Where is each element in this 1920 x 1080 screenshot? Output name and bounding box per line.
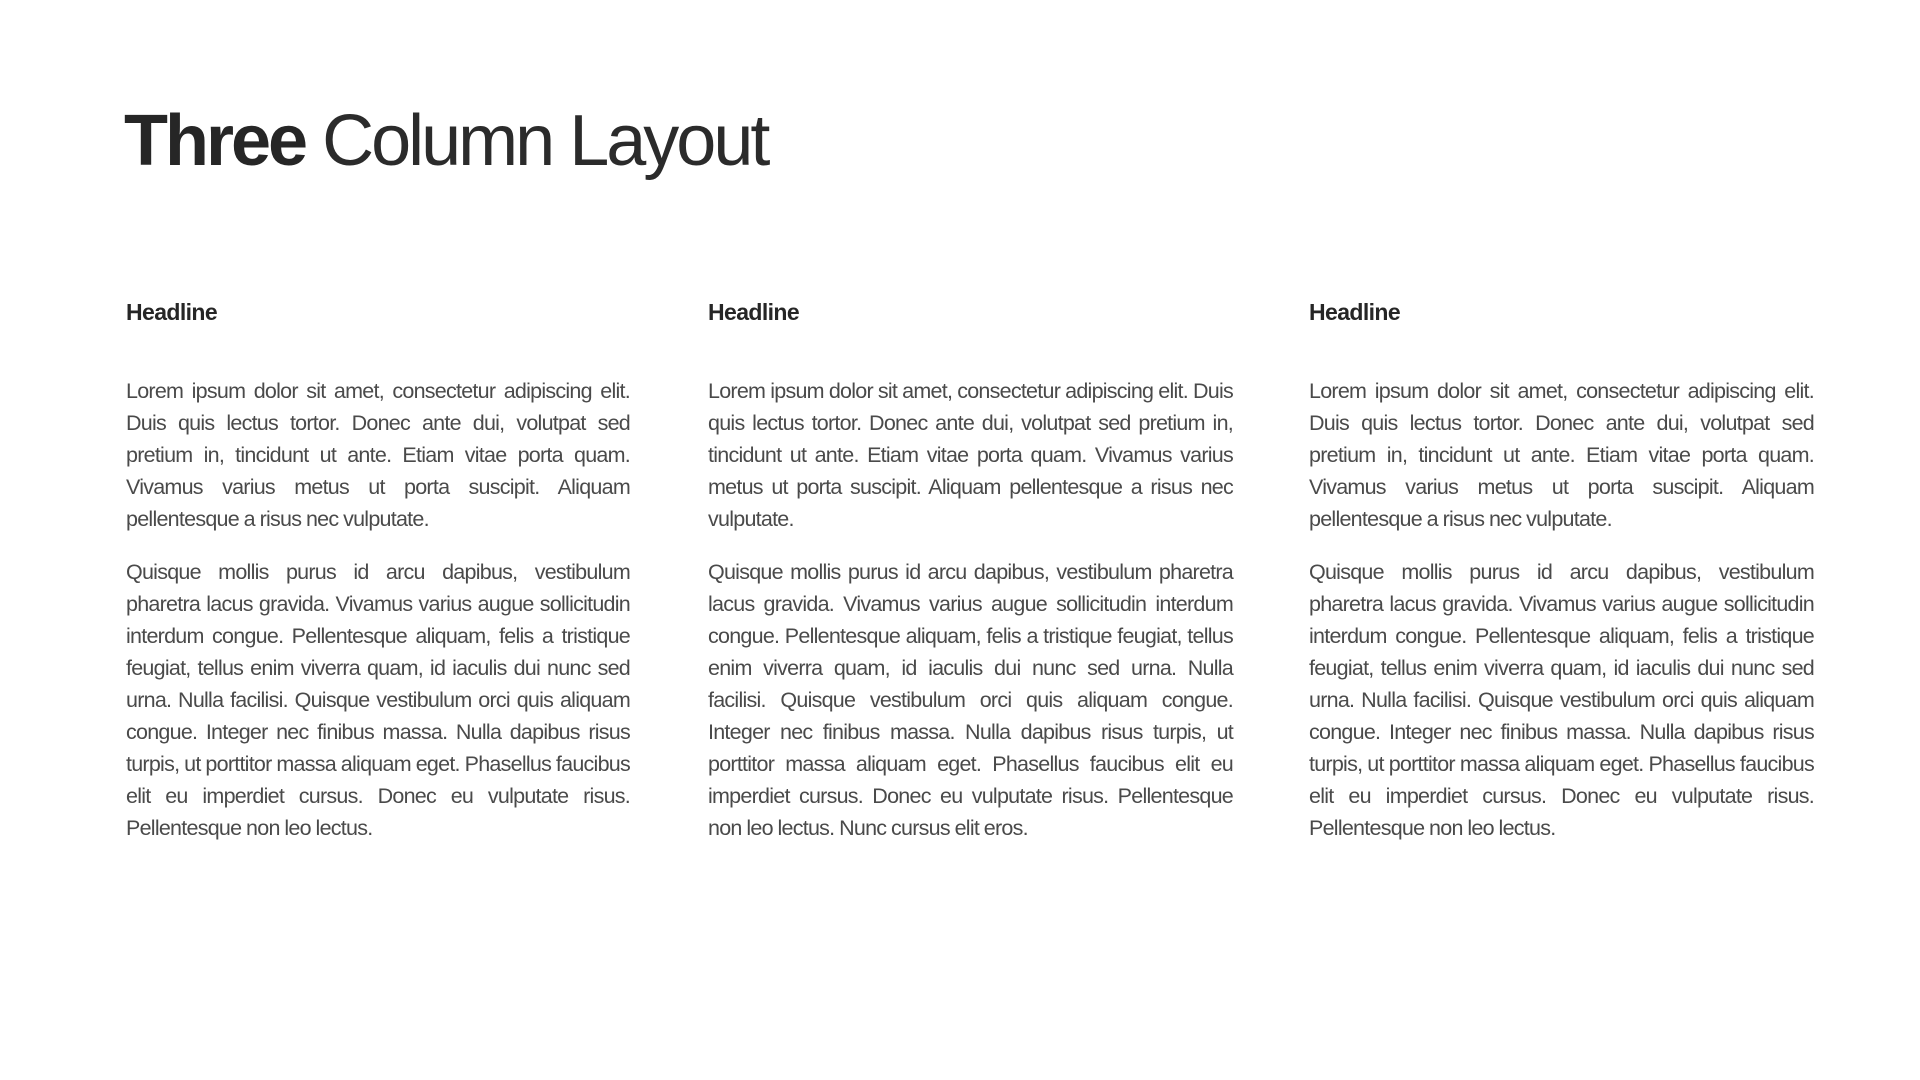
column-paragraph: Quisque mollis purus id arcu dapibus, vestibulum pharetra lacus gravida. Vivamus varius augue sollicitudin interdum congue. Pellentesque aliquam, felis a tristique feugiat, tellus enim viverra quam, id iaculis dui nunc sed urna. Nulla facilisi. Quisque vestibulum orci quis aliquam congue. Integer nec finibus massa. Nulla dapibus risus turpis, ut porttitor massa aliquam eget. Phasellus faucibus elit eu imperdiet cursus. Donec eu vulputate risus. Pellentesque non leo lectus. bbox=[126, 560, 630, 840]
column-paragraph: Lorem ipsum dolor sit amet, consectetur adipiscing elit. Duis quis lectus tortor. Donec ante dui, volutpat sed pretium in, tincidunt ut ante. Etiam vitae porta quam. Vivamus varius metus ut porta suscipit. Aliquam pellentesque a risus nec vulputate. bbox=[1309, 379, 1814, 531]
column-headline: Headline bbox=[126, 299, 218, 325]
column-headline: Headline bbox=[708, 299, 800, 325]
page-title-light: Column Layout bbox=[322, 101, 768, 181]
column-paragraph: Lorem ipsum dolor sit amet, consectetur adipiscing elit. Duis quis lectus tortor. Donec ante dui, volutpat sed pretium in, tincidunt ut ante. Etiam vitae porta quam. Vivamus varius metus ut porta suscipit. Aliquam pellentesque a risus nec vulputate. bbox=[708, 379, 1233, 531]
column-paragraph: Lorem ipsum dolor sit amet, consectetur adipiscing elit. Duis quis lectus tortor. Donec ante dui, volutpat sed pretium in, tincidunt ut ante. Etiam vitae porta quam. Vivamus varius metus ut porta suscipit. Aliquam pellentesque a risus nec vulputate. bbox=[126, 379, 630, 531]
page-title-bold: Three bbox=[124, 101, 306, 181]
column-headline: Headline bbox=[1309, 299, 1401, 325]
column-paragraph: Quisque mollis purus id arcu dapibus, vestibulum pharetra lacus gravida. Vivamus varius augue sollicitudin interdum congue. Pellentesque aliquam, felis a tristique feugiat, tellus enim viverra quam, id iaculis dui nunc sed urna. Nulla facilisi. Quisque vestibulum orci quis aliquam congue. Integer nec finibus massa. Nulla dapibus risus turpis, ut porttitor massa aliquam eget. Phasellus faucibus elit eu imperdiet cursus. Donec eu vulputate risus. Pellentesque non leo lectus. Nunc cursus elit eros. bbox=[708, 560, 1233, 840]
page-title bbox=[124, 96, 767, 186]
column-1 bbox=[126, 296, 630, 865]
column-2 bbox=[708, 296, 1233, 865]
column-paragraph: Quisque mollis purus id arcu dapibus, vestibulum pharetra lacus gravida. Vivamus varius augue sollicitudin interdum congue. Pellentesque aliquam, felis a tristique feugiat, tellus enim viverra quam, id iaculis dui nunc sed urna. Nulla facilisi. Quisque vestibulum orci quis aliquam congue. Integer nec finibus massa. Nulla dapibus risus turpis, ut porttitor massa aliquam eget. Phasellus faucibus elit eu imperdiet cursus. Donec eu vulputate risus. Pellentesque non leo lectus. bbox=[1309, 560, 1814, 840]
column-3 bbox=[1309, 296, 1814, 865]
